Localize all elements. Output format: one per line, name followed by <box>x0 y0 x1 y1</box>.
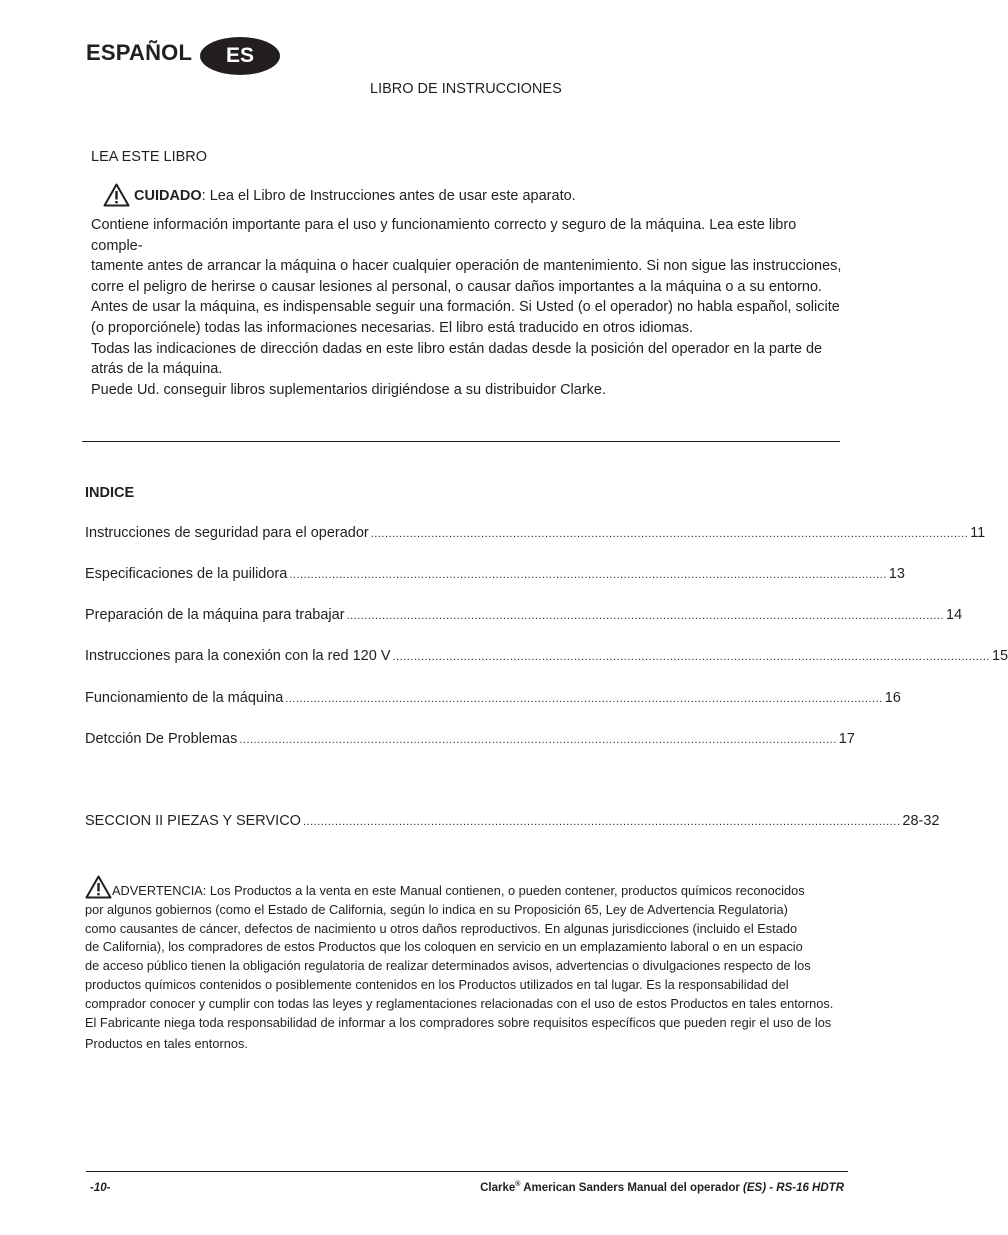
intro-line: Antes de usar la máquina, es indispensable seguir una formación. Si Usted (o el operador) no habla español, solicite <box>91 299 840 316</box>
read-book-heading: LEA ESTE LIBRO <box>91 149 208 165</box>
warning-line: productos químicos contenidos o posiblemente contenidos en los Productos utilizados en tal lugar. Es la responsabilidad del <box>85 976 789 992</box>
toc-entry[interactable] <box>85 690 901 706</box>
intro-line: Puede Ud. conseguir libros suplementarios dirigiéndose a su distribuidor Clarke. <box>91 381 607 398</box>
toc-leader-dots: ........................................................................................................................................................................ <box>239 734 837 746</box>
footer-manual-info <box>480 1181 844 1194</box>
toc-entry[interactable] <box>85 731 855 747</box>
intro-line: (o proporciónele) todas las informaciones necesarias. El libro está traducido en otros idiomas. <box>91 319 694 336</box>
toc-entry-page: 13 <box>888 566 905 582</box>
warning-line: por algunos gobiernos (como el Estado de California, según lo indica en su Proposición 65, Ley de Advertencia Regulatoria) <box>85 901 788 917</box>
caution-line <box>103 183 576 207</box>
toc-entry-page: 16 <box>884 690 901 706</box>
footer-text: American Sanders Manual del operador <box>520 1182 744 1194</box>
registered-mark: ® <box>515 1181 521 1188</box>
caution-text: : Lea el Libro de Instrucciones antes de usar este aparato. <box>201 188 576 205</box>
toc-entry[interactable] <box>85 607 963 623</box>
intro-line: corre el peligro de herirse o causar lesiones al personal, o causar daños importantes a la máquina o a su entorno. <box>91 278 823 295</box>
toc-leader-dots: ........................................................................................................................................................................ <box>285 693 883 705</box>
toc-section-page: 28-32 <box>902 813 940 829</box>
toc-leader-dots: ........................................................................................................................................................................ <box>370 528 969 540</box>
toc-entry-label: Instrucciones de seguridad para el operador <box>85 525 369 541</box>
intro-line: Todas las indicaciones de dirección dadas en este libro están dadas desde la posición del operador en la parte de <box>91 340 823 357</box>
warning-line: ADVERTENCIA: Los Productos a la venta en este Manual contienen, o pueden contener, productos químicos reconocidos <box>112 883 805 898</box>
toc-leader-dots: ........................................................................................................................................................................ <box>392 651 990 663</box>
toc-section-label: SECCION II PIEZAS Y SERVICO <box>85 813 301 829</box>
toc-entry-page: 11 <box>970 525 986 541</box>
intro-paragraph <box>91 215 851 400</box>
toc-entry[interactable] <box>85 566 905 582</box>
toc-leader-dots: ........................................................................................................................................................................ <box>346 610 944 622</box>
toc-entry-page: 17 <box>838 731 855 747</box>
prop65-warning <box>85 875 845 1054</box>
warning-line: El Fabricante niega toda responsabilidad de informar a los compradores sobre requisitos específicos que pueden regir el uso de los <box>85 1014 832 1030</box>
toc-entry-label: Funcionamiento de la máquina <box>85 690 284 706</box>
warning-line: Productos en tales entornos. <box>85 1036 248 1052</box>
section-divider <box>82 441 840 442</box>
toc-entry-label: Preparación de la máquina para trabajar <box>85 607 345 623</box>
toc-entry-label: Instrucciones para la conexión con la red 120 V <box>85 648 391 664</box>
toc-leader-dots: ........................................................................................................................................................................ <box>302 816 901 828</box>
index-title: INDICE <box>85 485 135 501</box>
toc-entry[interactable] <box>85 525 986 541</box>
toc-entry-label: Detcción De Problemas <box>85 731 238 747</box>
language-title: ESPAÑOL <box>86 40 193 65</box>
footer-model: (ES) - RS-16 HDTR <box>743 1182 844 1194</box>
toc-entry-page: 14 <box>946 607 963 623</box>
toc-entry-label: Especificaciones de la puilidora <box>85 566 288 582</box>
warning-triangle-icon <box>85 875 112 899</box>
warning-line: comprador conocer y cumplir con todas las leyes y reglamentaciones relacionadas con el uso de estos Productos en tales entornos. <box>85 995 834 1011</box>
intro-line: tamente antes de arrancar la máquina o hacer cualquier operación de mantenimiento. Si non sigue las instrucciones, <box>91 258 842 275</box>
warning-line: de California), los compradores de estos Productos que los coloquen en servicio en un emplazamiento laboral o en un espacio <box>85 939 803 955</box>
toc-entry-page: 15 <box>991 648 1008 664</box>
warning-line: como causantes de cáncer, defectos de nacimiento u otros daños reproductivos. En algunas jurisdicciones (incluido el Estado <box>85 920 798 936</box>
warning-triangle-icon <box>103 183 130 207</box>
warning-line: de acceso público tienen la obligación regulatoria de realizar determinados avisos, advertencias o divulgaciones respecto de los <box>85 958 811 974</box>
footer-divider <box>86 1171 848 1172</box>
intro-line: atrás de la máquina. <box>91 361 223 378</box>
toc-section-entry[interactable] <box>85 813 940 829</box>
caution-label: CUIDADO <box>134 188 202 205</box>
language-code: ES <box>225 44 254 67</box>
intro-line: Contiene información importante para el uso y funcionamiento correcto y seguro de la máquina. Lea este libro comple- <box>91 217 797 254</box>
language-badge <box>200 37 280 75</box>
footer-brand: Clarke <box>480 1182 516 1194</box>
toc-entry[interactable] <box>85 648 1008 664</box>
page-number: -10- <box>90 1182 111 1194</box>
toc-leader-dots: ........................................................................................................................................................................ <box>289 569 887 581</box>
manual-subtitle: LIBRO DE INSTRUCCIONES <box>370 81 562 97</box>
